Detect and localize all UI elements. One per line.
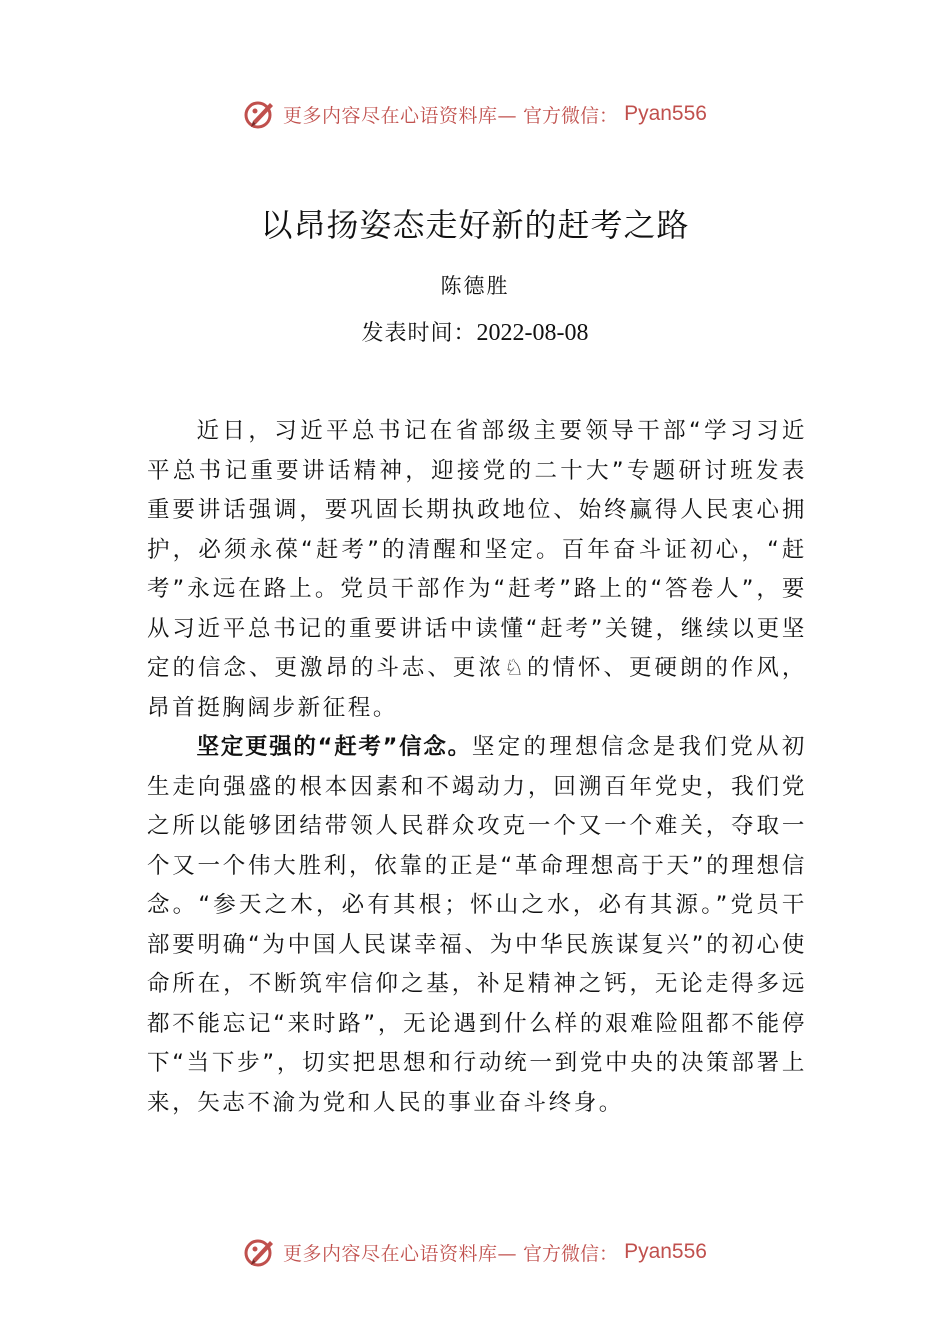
paragraph-2-lead: 坚定更强的“赶考”信念。 [196, 734, 472, 760]
paragraph-2 [147, 728, 807, 1123]
paragraph-2-body: 坚定的理想信念是我们党从初生走向强盛的根本因素和不竭动力，回溯百年党史，我们党之所以能够团结带领人民群众攻克一个又一个难关，夺取一个又一个伟大胜利，依靠的正是“革命理想高于天”的理想信念。“参天之木，必有其根；怀山之水，必有其源。”党员干部要明确“为中国人民谋幸福、为中华民族谋复兴”的初心使命所在，不断筑牢信仰之基，补足精神之钙，无论走得多远都不能忘记“来时路”，无论遇到什么样的艰难险阻都不能停下“当下步”，切实把思想和行动统一到党中央的决策部署上来，矢志不渝为党和人民的事业奋斗终身。 [147, 734, 807, 1116]
publish-date-value: 2022-08-08 [476, 320, 589, 346]
footer-banner [0, 1232, 950, 1272]
banner-wechat-label: 官方微信： [523, 1242, 619, 1265]
banner-wechat-id: Pyan556 [624, 1240, 707, 1263]
header-banner [0, 94, 950, 134]
article-author: 陈德胜 [440, 274, 510, 298]
paragraph-1: 近日，习近平总书记在省部级主要领导干部“学习习近平总书记重要讲话精神，迎接党的二十大”专题研讨班发表重要讲话强调，要巩固长期执政地位、始终赢得人民衷心拥护，必须永葆“赶考”的清醒和坚定。百年奋斗证初心，“赶考”永远在路上。党员干部作为“赶考”路上的“答卷人”，要从习近平总书记的重要讲话中读懂“赶考”关键，继续以更坚定的信念、更激昂的斗志、更浓♘的情怀、更硬朗的作风，昂首挺胸阔步新征程。 [147, 418, 807, 721]
pen-logo-icon [243, 97, 277, 131]
article-body [147, 412, 807, 1123]
pen-logo-icon [243, 1235, 277, 1269]
banner-text: 更多内容尽在心语资料库— [283, 1242, 518, 1265]
banner-wechat-id: Pyan556 [624, 102, 707, 125]
banner-wechat-label: 官方微信： [523, 104, 619, 127]
article-title: 以昂扬姿态走好新的赶考之路 [260, 206, 690, 244]
publish-date-label: 发表时间： [361, 321, 477, 346]
publish-date [0, 316, 950, 347]
banner-text: 更多内容尽在心语资料库— [283, 104, 518, 127]
